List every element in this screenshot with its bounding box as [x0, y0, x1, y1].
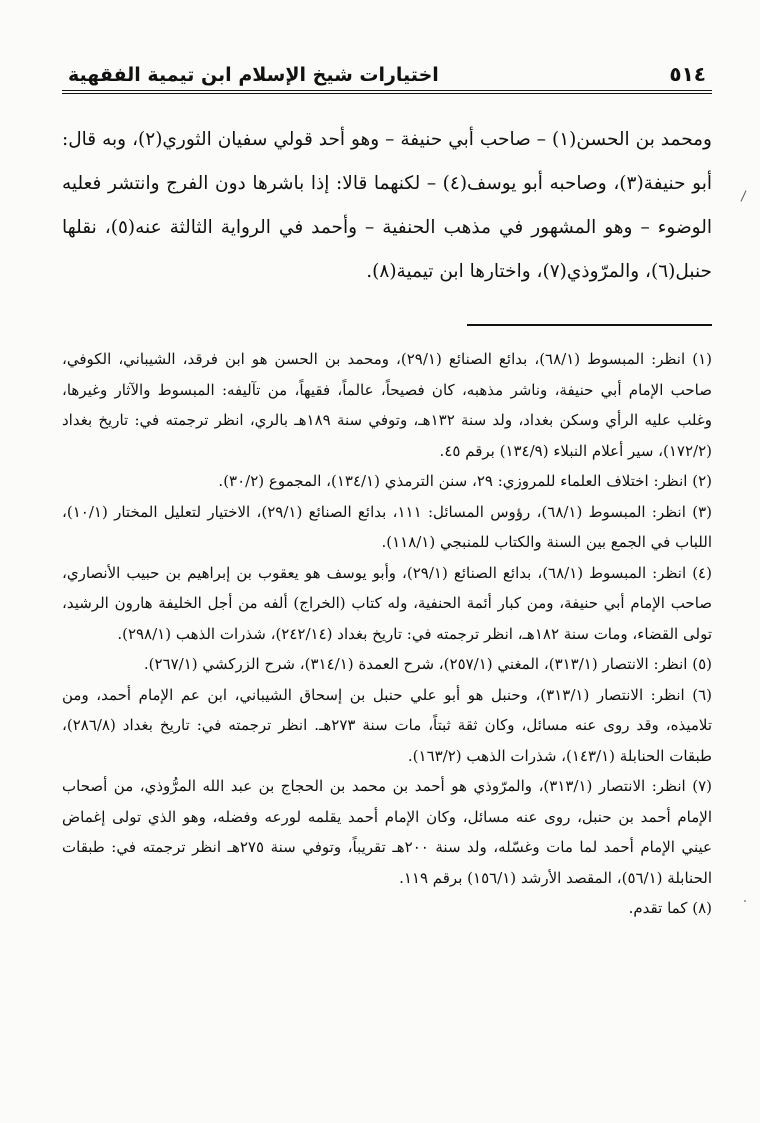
footnote-7: (٧) انظر: الانتصار (٣١٣/١)، والمرّوذي هو أحمد بن محمد بن الحجاج بن عبد الله المرُّوذي، من أصحاب الإمام أحمد بن حنبل، روى عنه مسائل، وكان الإمام أحمد يقلمه لورعه وفضله، وهو الذي تولى إغماض عيني الإمام أحمد لما مات وغسّله، ولد سنة ٢٠٠هـ تقريباً، وتوفي سنة ٢٧٥هـ انظر ترجمته في: طبقات الحنابلة (٥٦/١)، المقصد الأرشد (١٥٦/١) برقم ١١٩. [62, 777, 712, 887]
running-header [62, 48, 712, 94]
footnote-8: (٨) كما تقدم. [628, 899, 712, 917]
footnote-5: (٥) انظر: الانتصار (٣١٣/١)، المغني (٢٥٧/١)، شرح العمدة (٣١٤/١)، شرح الزركشي (٢٦٧/١). [143, 655, 712, 673]
running-title: اختيارات شيخ الإسلام ابن تيمية الفقهية [68, 64, 439, 86]
footnote-6: (٦) انظر: الانتصار (٣١٣/١)، وحنبل هو أبو علي حنبل بن إسحاق الشيباني، ابن عم الإمام أحمد، ومن تلاميذه، وقد روى عنه مسائل، وكان ثقة ثبتاً، مات سنة ٢٧٣هـ. انظر ترجمته في: تاريخ بغداد (٢٨٦/٨)، طبقات الحنابلة (١٤٣/١)، شذرات الذهب (١٦٣/٢). [62, 685, 713, 765]
page-number: ٥١٤ [669, 62, 706, 86]
margin-dot-mark [744, 900, 746, 902]
footnote-1: (١) انظر: المبسوط (٦٨/١)، بدائع الصنائع (٢٩/١)، ومحمد بن الحسن هو ابن فرقد، الشيباني، الكوفي، صاحب الإمام أبي حنيفة، وناشر مذهبه، كان فصيحاً، عالماً، فقيهاً، من تآليفه: المبسوط والآثار وغيرها، وغلب عليه الرأي وسكن بغداد، ولد سنة ١٣٢هـ، وتوفي سنة ١٨٩هـ بالري، انظر ترجمته في: تاريخ بغداد (١٧٢/٢)، سير أعلام النبلاء (١٣٤/٩) برقم ٤٥. [62, 350, 712, 460]
main-text [62, 118, 712, 294]
footnote-2: (٢) انظر: اختلاف العلماء للمروزي: ٢٩، سنن الترمذي (١٣٤/١)، المجموع (٣٠/٢). [218, 472, 712, 490]
footnote-separator [467, 324, 712, 326]
book-page [62, 48, 712, 924]
footnotes [62, 344, 712, 924]
body-paragraph: ومحمد بن الحسن(١) – صاحب أبي حنيفة – وهو أحد قولي سفيان الثوري(٢)، وبه قال: أبو حنيفة(٣)، وصاحبه أبو يوسف(٤) – لكنهما قالا: إذا باشرها دون الفرج وانتشر فعليه الوضوء – وهو المشهور في مذهب الحنفية – وأحمد في الرواية الثالثة عنه(٥)، نقلها حنبل(٦)، والمرّوذي(٧)، واختارها ابن تيمية(٨). [62, 129, 713, 282]
footnote-3: (٣) انظر: المبسوط (٦٨/١)، رؤوس المسائل: ١١١، بدائع الصنائع (٢٩/١)، الاختيار لتعليل المختار (١٠/١)، اللباب في الجمع بين السنة والكتاب للمنبجي (١١٨/١). [62, 502, 712, 551]
margin-pen-mark [741, 190, 747, 201]
footnote-4: (٤) انظر: المبسوط (٦٨/١)، بدائع الصنائع (٢٩/١)، وأبو يوسف هو يعقوب بن إبراهيم بن حبيب الأنصاري، صاحب الإمام أبي حنيفة، ومن كبار أئمة الحنفية، وله كتاب (الخراج) ألفه من أجل الخليفة هارون الرشيد، تولى القضاء، ومات سنة ١٨٢هـ، انظر ترجمته في: تاريخ بغداد (٢٤٢/١٤)، شذرات الذهب (٢٩٨/١). [62, 563, 712, 643]
